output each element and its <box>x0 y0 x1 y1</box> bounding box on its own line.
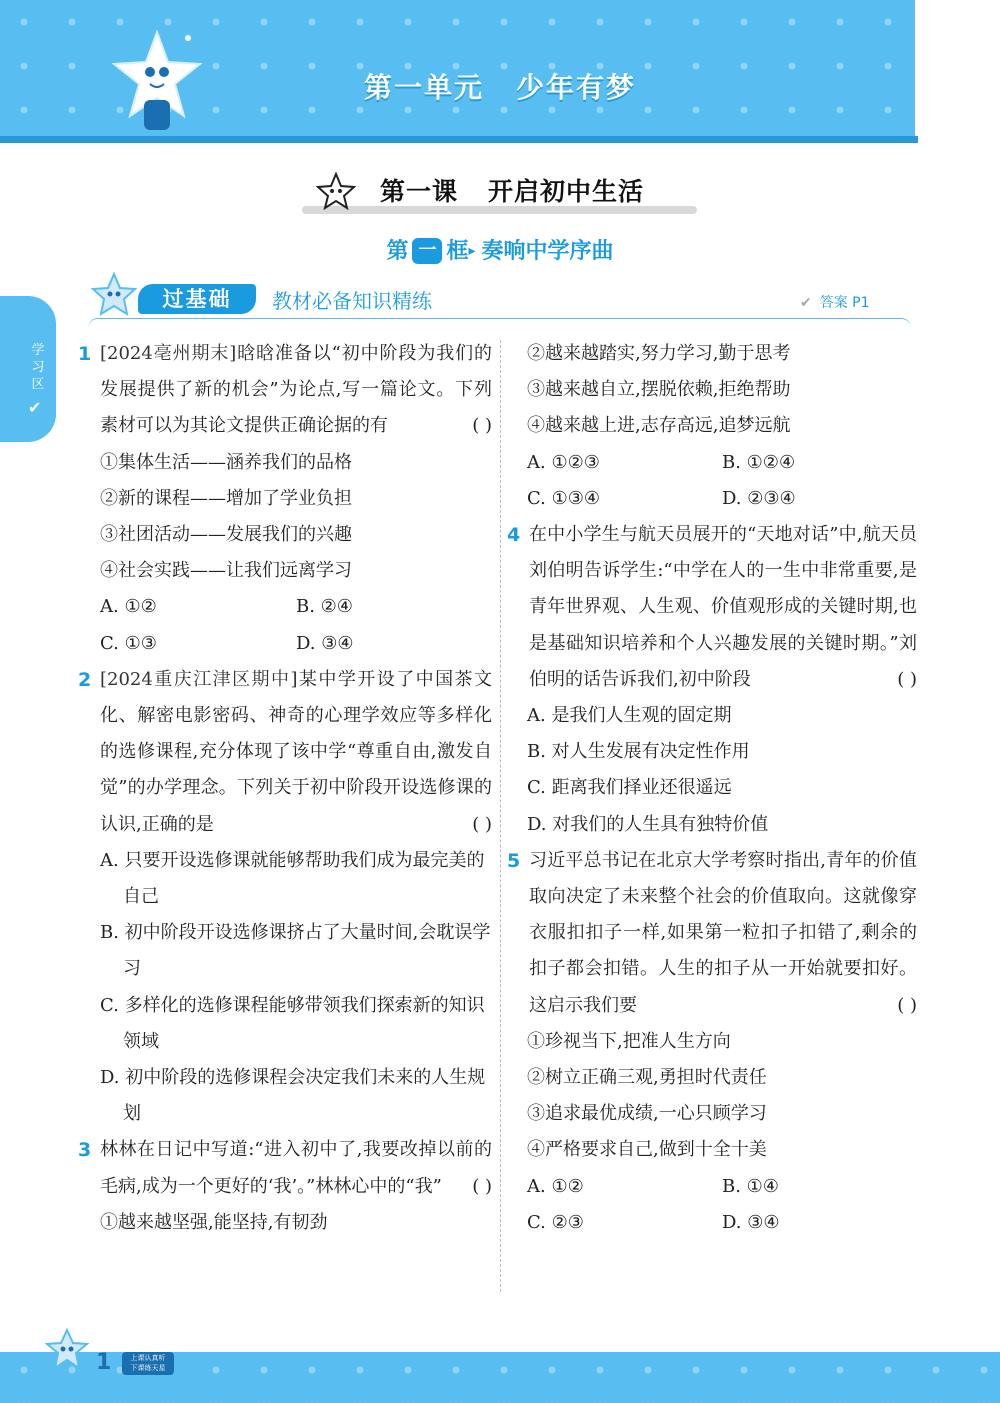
play-arrow-icon: ▸ <box>468 243 476 259</box>
unit-title-part1: 第一单元 <box>363 71 484 104</box>
question-stem: 在中小学生与航天员展开的“天地对话”中,航天员刘伯明告诉学生:“中学在人的一生中非常重要,是青年世界观、人生观、价值观形成的关键时期,也是基础知识培养和个人兴趣发展的关键时期。”刘伯明的话告诉我们,初中阶段 <box>529 524 917 690</box>
statement-item: ②新的课程——增加了学业负担 <box>100 487 352 509</box>
question-1 <box>78 336 492 445</box>
options-row <box>507 1169 917 1205</box>
answer-blank: ( ) <box>897 994 917 1016</box>
lesson-title-part1: 第一课 <box>380 177 459 206</box>
banner-edge <box>0 136 918 143</box>
question-5 <box>507 843 917 1024</box>
question-number: 2 <box>78 668 92 691</box>
answer-reference <box>800 292 870 312</box>
option-b: B. ①②④ <box>722 451 796 473</box>
option-b: B. ①④ <box>722 1175 779 1197</box>
option-c: C. ①③④ <box>527 487 600 509</box>
unit-title <box>0 66 1000 106</box>
footer-mascot-icon <box>44 1328 90 1372</box>
answer-reference-text: 答案 P1 <box>819 295 870 311</box>
question-source: [2024重庆江津区期中] <box>100 668 298 690</box>
check-icon: ✔ <box>28 398 42 417</box>
question-3 <box>78 1132 492 1204</box>
question-source: [2024亳州期末] <box>100 343 237 364</box>
side-tab-label: 学习区 <box>31 343 45 392</box>
statement-item: ②树立正确三观,勇担时代责任 <box>527 1067 767 1089</box>
option-a: A. ①② <box>100 596 157 618</box>
option-c: C. ①③ <box>100 632 157 654</box>
question-stem: 晗晗准备以“初中阶段为我们的发展提供了新的机会”为论点,写一篇论文。下列素材可以为其论文提供正确论据的有 <box>100 343 492 437</box>
unit-title-part2: 少年有梦 <box>516 71 637 104</box>
statement-item: ④社会实践——让我们远离学习 <box>100 560 352 582</box>
frame-suffix: 框 <box>446 239 469 264</box>
question-2 <box>78 662 492 843</box>
page-number: 1 <box>96 1350 112 1375</box>
statement-item: ①越来越坚强,能坚持,有韧劲 <box>100 1211 328 1233</box>
statement-item: ②越来越踏实,努力学习,勤于思考 <box>527 343 791 364</box>
section-subtitle: 教材必备知识精练 <box>272 289 432 313</box>
options-row <box>507 481 917 517</box>
footer-slogan-line1: 上课认真听 <box>130 1354 166 1362</box>
option-c: C. ②③ <box>527 1211 584 1233</box>
section-badge: 过基础 <box>138 284 256 314</box>
question-number: 4 <box>507 524 521 547</box>
answer-blank: ( ) <box>472 813 492 835</box>
statement-item: ③追求最优成绩,一心只顾学习 <box>527 1103 767 1125</box>
column-divider <box>500 340 501 1292</box>
frame-name: 奏响中学序曲 <box>481 239 614 264</box>
question-number: 3 <box>78 1139 92 1162</box>
option-c: C. 多样化的选修课程能够带领我们探索新的知识领域 <box>100 994 485 1052</box>
question-number: 5 <box>507 849 521 872</box>
option-d: D. 初中阶段的选修课程会决定我们未来的人生规划 <box>100 1067 486 1125</box>
left-column <box>78 336 492 1241</box>
lesson-title <box>380 172 644 208</box>
option-d: D. 对我们的人生具有独特价值 <box>527 813 769 835</box>
option-d: D. ②③④ <box>722 487 796 509</box>
question-stem: 林林在日记中写道:“进入初中了,我要改掉以前的毛病,成为一个更好的‘我’。”林林心中的“我” <box>100 1139 492 1197</box>
answer-blank: ( ) <box>897 668 917 690</box>
lesson-title-part2: 开启初中生活 <box>488 177 645 206</box>
option-c: C. 距离我们择业还很遥远 <box>527 777 732 799</box>
options-row <box>78 589 492 625</box>
statement-item: ①集体生活——涵养我们的品格 <box>100 451 352 473</box>
question-stem: 习近平总书记在北京大学考察时指出,青年的价值取向决定了未来整个社会的价值取向。这就像穿衣服扣扣子一样,如果第一粒扣子扣错了,剩余的扣子都会扣错。人生的扣子从一开始就要扣好。这启示我们要 <box>529 849 917 1016</box>
option-b: B. 初中阶段开设选修课挤占了大量时间,会耽误学习 <box>100 922 491 980</box>
pencil-check-icon: ✔ <box>800 295 812 311</box>
option-b: B. ②④ <box>296 596 353 618</box>
question-4 <box>507 517 917 698</box>
option-d: D. ③④ <box>296 632 354 654</box>
option-b: B. 对人生发展有决定性作用 <box>527 741 750 763</box>
footer-slogan <box>122 1352 174 1375</box>
option-a: A. ①② <box>527 1175 584 1197</box>
frame-title <box>0 234 1000 265</box>
statement-item: ③越来越自立,摆脱依赖,拒绝帮助 <box>527 379 791 401</box>
option-d: D. ③④ <box>722 1211 780 1233</box>
question-stem: 某中学开设了中国茶文化、解密电影密码、神奇的心理学效应等多样化的选修课程,充分体现了该中学“尊重自由,激发自觉”的办学理念。下列关于初中阶段开设选修课的认识,正确的是 <box>100 668 493 835</box>
answer-blank: ( ) <box>472 415 492 437</box>
statement-item: ④越来越上进,志存高远,追梦远航 <box>527 415 791 437</box>
frame-prefix: 第 <box>386 239 409 264</box>
options-row <box>78 626 492 662</box>
options-row <box>507 1205 917 1241</box>
right-column <box>507 336 917 1241</box>
section-divider <box>88 318 911 329</box>
side-tab <box>0 296 56 442</box>
option-a: A. 只要开设选修课就能够帮助我们成为最完美的自己 <box>100 849 485 908</box>
section-mascot-icon <box>90 272 138 318</box>
question-number: 1 <box>78 343 92 365</box>
options-row <box>507 445 917 481</box>
option-a: A. ①②③ <box>527 451 600 473</box>
lesson-header <box>302 168 697 214</box>
statement-item: ①珍视当下,把准人生方向 <box>527 1030 731 1052</box>
frame-number: 一 <box>412 238 442 264</box>
statement-item: ③社团活动——发展我们的兴趣 <box>100 524 352 546</box>
option-a: A. 是我们人生观的固定期 <box>527 705 732 727</box>
answer-blank: ( ) <box>472 1175 492 1197</box>
star-badge-icon <box>316 172 356 210</box>
footer-slogan-line2: 下课练天星 <box>130 1364 166 1372</box>
statement-item: ④严格要求自己,做到十全十美 <box>527 1139 767 1161</box>
